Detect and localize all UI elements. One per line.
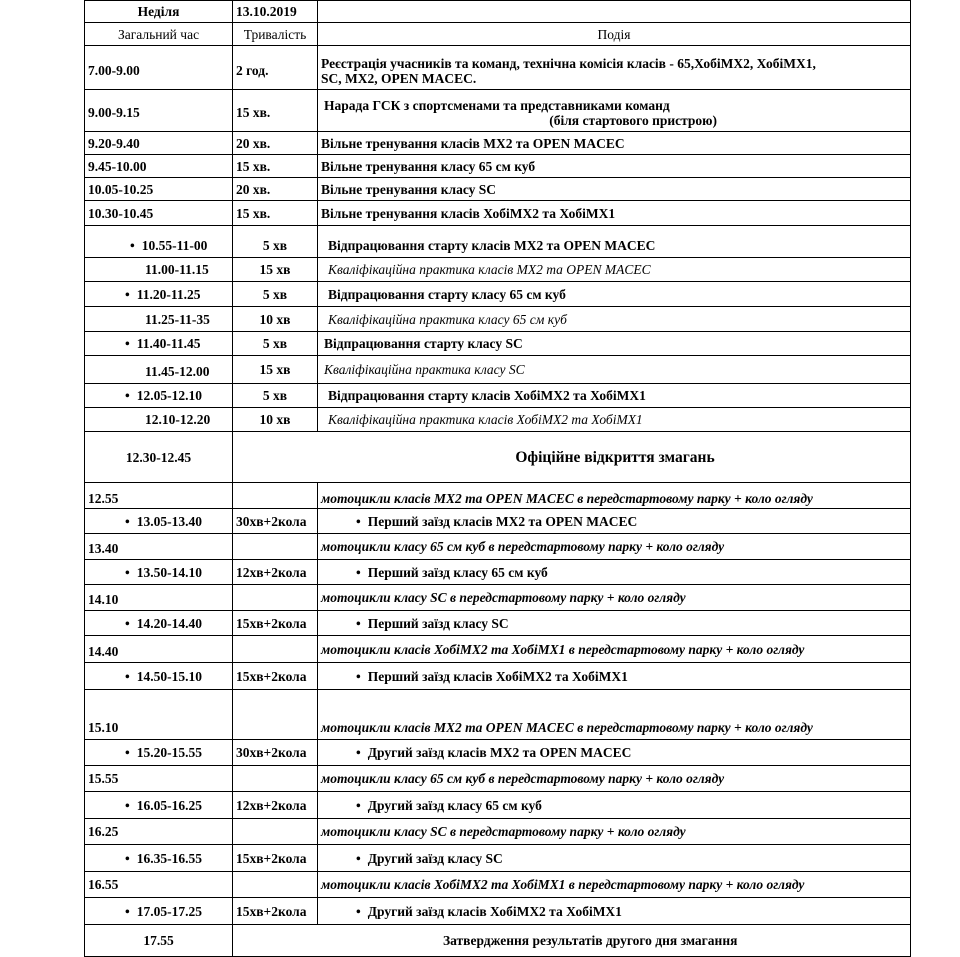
table-row	[85, 585, 911, 611]
time-cell: 11.00-11.15	[85, 258, 233, 282]
event-cell: мотоцикли класу SC в передстартовому парку + коло огляду	[318, 819, 911, 845]
time-cell: 9.20-9.40	[85, 132, 233, 155]
duration-cell: 15 хв.	[233, 155, 318, 178]
bullet-time: • 11.20-11.25	[125, 287, 201, 302]
event-text: мотоцикли класів ХобіМХ2 та ХобіМХ1	[321, 641, 569, 657]
table-row	[85, 258, 911, 282]
time-cell: 16.55	[85, 872, 233, 898]
event-cell	[318, 611, 911, 636]
event-cell: Затвердження результатів другого дня змагання	[233, 925, 911, 957]
time-cell: 10.30-10.45	[85, 201, 233, 226]
table-row	[85, 282, 911, 307]
time-cell	[85, 898, 233, 925]
event-cell: мотоцикли класу 65 см куб в передстартовому парку + коло огляду	[318, 534, 911, 560]
table-row	[85, 845, 911, 872]
bullet-event: • Перший заїзд класу SC	[356, 616, 509, 631]
event-cell	[318, 560, 911, 585]
table-row	[85, 740, 911, 766]
schedule-table	[84, 0, 911, 957]
duration-cell: 5 хв	[233, 384, 318, 408]
event-cell: Вільне тренування класу 65 см куб	[318, 155, 911, 178]
duration-cell: 20 хв.	[233, 178, 318, 201]
event-cell	[318, 872, 911, 898]
time-cell: 9.00-9.15	[85, 90, 233, 132]
bullet-time: • 11.40-11.45	[125, 336, 201, 351]
table-row	[85, 690, 911, 740]
duration-cell: 15хв+2кола	[233, 663, 318, 690]
duration-cell: 10 хв	[233, 408, 318, 432]
table-row	[85, 307, 911, 332]
time-cell: 14.10	[85, 585, 233, 611]
time-cell	[85, 560, 233, 585]
event-text: мотоцикли класів МХ2 та OPEN MACEC	[321, 720, 578, 735]
event-cell: Відпрацювання старту класів МХ2 та OPEN MACEC	[318, 226, 911, 258]
time-cell	[85, 611, 233, 636]
duration-cell	[233, 819, 318, 845]
duration-cell: 15хв+2кола	[233, 845, 318, 872]
event-cell: Вільне тренування класів МХ2 та OPEN MACEC	[318, 132, 911, 155]
time-cell	[85, 384, 233, 408]
event-text: мотоцикли класів ХобіМХ2 та ХобіМХ1	[321, 877, 569, 892]
duration-cell: 12хв+2кола	[233, 792, 318, 819]
duration-cell: 2 год.	[233, 46, 318, 90]
time-cell	[85, 792, 233, 819]
bullet-time: • 16.05-16.25	[125, 798, 202, 813]
event-cell	[318, 483, 911, 509]
table-row	[85, 636, 911, 663]
date-row	[85, 1, 911, 23]
event-cell	[318, 898, 911, 925]
event-cell: Кваліфікаційна практика класів ХобіМХ2 та ХобіМХ1	[318, 408, 911, 432]
duration-cell	[233, 690, 318, 740]
duration-cell: 15 хв.	[233, 201, 318, 226]
time-cell	[85, 282, 233, 307]
duration-cell: 15 хв.	[233, 90, 318, 132]
table-row	[85, 663, 911, 690]
bullet-time: • 15.20-15.55	[125, 745, 202, 760]
event-cell: Кваліфікаційна практика класу 65 см куб	[318, 307, 911, 332]
event-cell	[318, 509, 911, 534]
event-cell: Відпрацювання старту класу 65 см куб	[318, 282, 911, 307]
event-cell	[318, 90, 911, 132]
event-cell: Відпрацювання старту класу SC	[318, 332, 911, 356]
table-row	[85, 925, 911, 957]
time-cell	[85, 663, 233, 690]
bullet-time: • 10.55-11-00	[130, 238, 207, 253]
time-cell: 17.55	[85, 925, 233, 957]
table-row	[85, 766, 911, 792]
bullet-event: • Другий заїзд класів ХобіМХ2 та ХобіМХ1	[356, 904, 622, 919]
table-row	[85, 384, 911, 408]
time-cell: 10.05-10.25	[85, 178, 233, 201]
event-text-italic: в передстартовому парку + коло огляду	[577, 491, 813, 506]
time-cell: 11.25-11-35	[85, 307, 233, 332]
duration-cell: 15хв+2кола	[233, 611, 318, 636]
duration-cell	[233, 872, 318, 898]
col-header-duration: Тривалість	[233, 23, 318, 46]
bullet-time: • 17.05-17.25	[125, 904, 202, 919]
table-row	[85, 432, 911, 483]
duration-cell: 15 хв	[233, 258, 318, 282]
bullet-time: • 13.05-13.40	[125, 514, 202, 529]
duration-cell: 10 хв	[233, 307, 318, 332]
duration-cell: 30хв+2кола	[233, 740, 318, 766]
table-row	[85, 226, 911, 258]
table-row	[85, 178, 911, 201]
bullet-time: • 13.50-14.10	[125, 565, 202, 580]
duration-cell: 20 хв.	[233, 132, 318, 155]
table-row	[85, 483, 911, 509]
col-header-time: Загальний час	[85, 23, 233, 46]
table-row	[85, 560, 911, 585]
event-cell: мотоцикли класу 65 см куб в передстартовому парку + коло огляду	[318, 766, 911, 792]
bullet-time: • 12.05-12.10	[125, 388, 202, 403]
bullet-time: • 16.35-16.55	[125, 851, 202, 866]
time-cell: 15.55	[85, 766, 233, 792]
table-row	[85, 534, 911, 560]
table-row	[85, 332, 911, 356]
duration-cell: 5 хв	[233, 282, 318, 307]
event-cell	[318, 636, 911, 663]
bullet-event: • Перший заїзд класів ХобіМХ2 та ХобіМХ1	[356, 669, 628, 684]
bullet-time: • 14.20-14.40	[125, 616, 202, 631]
duration-cell: 5 хв	[233, 226, 318, 258]
time-cell: 16.25	[85, 819, 233, 845]
table-row	[85, 201, 911, 226]
table-row	[85, 408, 911, 432]
time-cell: 11.45-12.00	[85, 356, 233, 384]
duration-cell	[233, 534, 318, 560]
event-cell: Кваліфікаційна практика класів МХ2 та OPEN MACEC	[318, 258, 911, 282]
table-row	[85, 356, 911, 384]
day-label: Неділя	[85, 1, 233, 23]
event-cell: Вільне тренування класів ХобіМХ2 та ХобіМХ1	[318, 201, 911, 226]
duration-cell: 15хв+2кола	[233, 898, 318, 925]
bullet-time: • 14.50-15.10	[125, 669, 202, 684]
time-cell	[85, 740, 233, 766]
time-cell: 13.40	[85, 534, 233, 560]
event-cell: Відпрацювання старту класів ХобіМХ2 та ХобіМХ1	[318, 384, 911, 408]
event-cell	[318, 663, 911, 690]
time-cell	[85, 509, 233, 534]
event-cell: Кваліфікаційна практика класу SC	[318, 356, 911, 384]
event-cell: Вільне тренування класу SC	[318, 178, 911, 201]
bullet-event: • Другий заїзд класу 65 см куб	[356, 798, 542, 813]
duration-cell: 5 хв	[233, 332, 318, 356]
event-text: мотоцикли класів МХ2 та OPEN MACEC	[321, 491, 578, 506]
bullet-event: • Другий заїзд класів МХ2 та OPEN MACEC	[356, 745, 631, 760]
event-cell	[318, 792, 911, 819]
event-cell: Офіційне відкриття змагань	[233, 432, 911, 483]
bullet-event: • Перший заїзд класу 65 см куб	[356, 565, 548, 580]
time-cell	[85, 332, 233, 356]
table-row	[85, 46, 911, 90]
table-row	[85, 509, 911, 534]
time-cell: 7.00-9.00	[85, 46, 233, 90]
table-row	[85, 872, 911, 898]
event-text-italic: в передстартовому парку + коло огляду	[568, 641, 805, 657]
event-cell	[318, 46, 911, 90]
time-cell: 12.30-12.45	[85, 432, 233, 483]
table-row	[85, 90, 911, 132]
event-text: Нарада ГСК з спортсменами та представниками команд	[324, 97, 670, 113]
time-cell: 14.40	[85, 636, 233, 663]
time-cell: 15.10	[85, 690, 233, 740]
time-cell: 12.10-12.20	[85, 408, 233, 432]
event-cell	[318, 845, 911, 872]
event-cell	[318, 690, 911, 740]
duration-cell	[233, 636, 318, 663]
table-row	[85, 819, 911, 845]
duration-cell	[233, 585, 318, 611]
event-cell	[318, 740, 911, 766]
table-row	[85, 155, 911, 178]
event-text-italic: в передстартовому парку + коло огляду	[577, 720, 813, 735]
table-row	[85, 611, 911, 636]
duration-cell: 30хв+2кола	[233, 509, 318, 534]
date-label: 13.10.2019	[233, 1, 318, 23]
table-row	[85, 792, 911, 819]
time-cell	[85, 845, 233, 872]
header-row	[85, 23, 911, 46]
col-header-event: Подія	[318, 23, 911, 46]
table-row	[85, 898, 911, 925]
blank-cell	[318, 1, 911, 23]
event-text-line2: (біля стартового пристрою)	[549, 112, 717, 128]
bullet-event: • Перший заїзд класів МХ2 та OPEN MACEC	[356, 514, 637, 529]
duration-cell: 12хв+2кола	[233, 560, 318, 585]
time-cell	[85, 226, 233, 258]
duration-cell	[233, 483, 318, 509]
event-text: Реєстрація учасників та команд, технічна комісія класів - 65,ХобіМХ2, ХобіМХ1,	[321, 55, 816, 71]
duration-cell	[233, 766, 318, 792]
bullet-event: • Другий заїзд класу SC	[356, 851, 503, 866]
duration-cell: 15 хв	[233, 356, 318, 384]
table-row	[85, 132, 911, 155]
event-text-line2: SC, MX2, OPEN MACEC.	[321, 70, 477, 86]
time-cell: 9.45-10.00	[85, 155, 233, 178]
event-text-italic: в передстартовому парку + коло огляду	[568, 877, 805, 892]
time-cell: 12.55	[85, 483, 233, 509]
event-cell: мотоцикли класу SC в передстартовому парку + коло огляду	[318, 585, 911, 611]
